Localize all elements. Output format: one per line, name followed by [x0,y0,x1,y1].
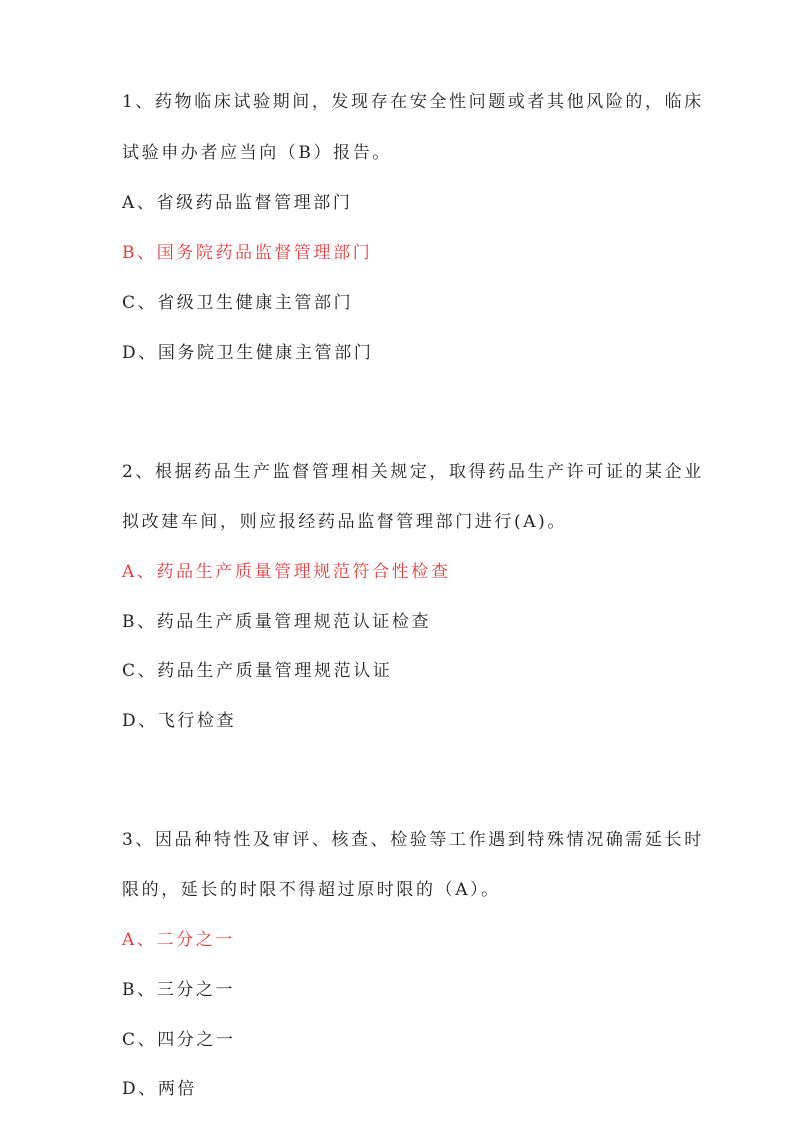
question-2-option-b: B、药品生产质量管理规范认证检查 [122,612,432,632]
question-1-stem-line-1: 1、药物临床试验期间，发现存在安全性问题或者其他风险的，临床 [122,92,704,112]
question-2-option-c: C、药品生产质量管理规范认证 [122,661,393,681]
question-1-option-a: A、省级药品监督管理部门 [122,193,353,213]
question-3-stem-line-2: 限的，延长的时限不得超过原时限的（A）。 [122,880,501,900]
question-2-option-a-correct: A、药品生产质量管理规范符合性检查 [122,562,451,582]
question-2-option-d: D、飞行检查 [122,711,237,731]
question-3-option-c: C、四分之一 [122,1030,236,1050]
question-1-option-d: D、国务院卫生健康主管部门 [122,343,374,363]
question-2-stem-line-1: 2、根据药品生产监督管理相关规定，取得药品生产许可证的某企业 [122,462,704,482]
question-2-stem-line-2: 拟改建车间，则应报经药品监督管理部门进行(A)。 [122,512,567,532]
question-3-option-a-correct: A、二分之一 [122,930,235,950]
question-1-option-b-correct: B、国务院药品监督管理部门 [122,243,373,263]
question-3-stem-line-1: 3、因品种特性及审评、核查、检验等工作遇到特殊情况确需延长时 [122,830,704,850]
question-1-stem-line-2: 试验申办者应当向（B）报告。 [122,143,392,163]
question-1-option-c: C、省级卫生健康主管部门 [122,293,354,313]
question-3-option-b: B、三分之一 [122,980,236,1000]
question-3-option-d: D、两倍 [122,1079,198,1099]
